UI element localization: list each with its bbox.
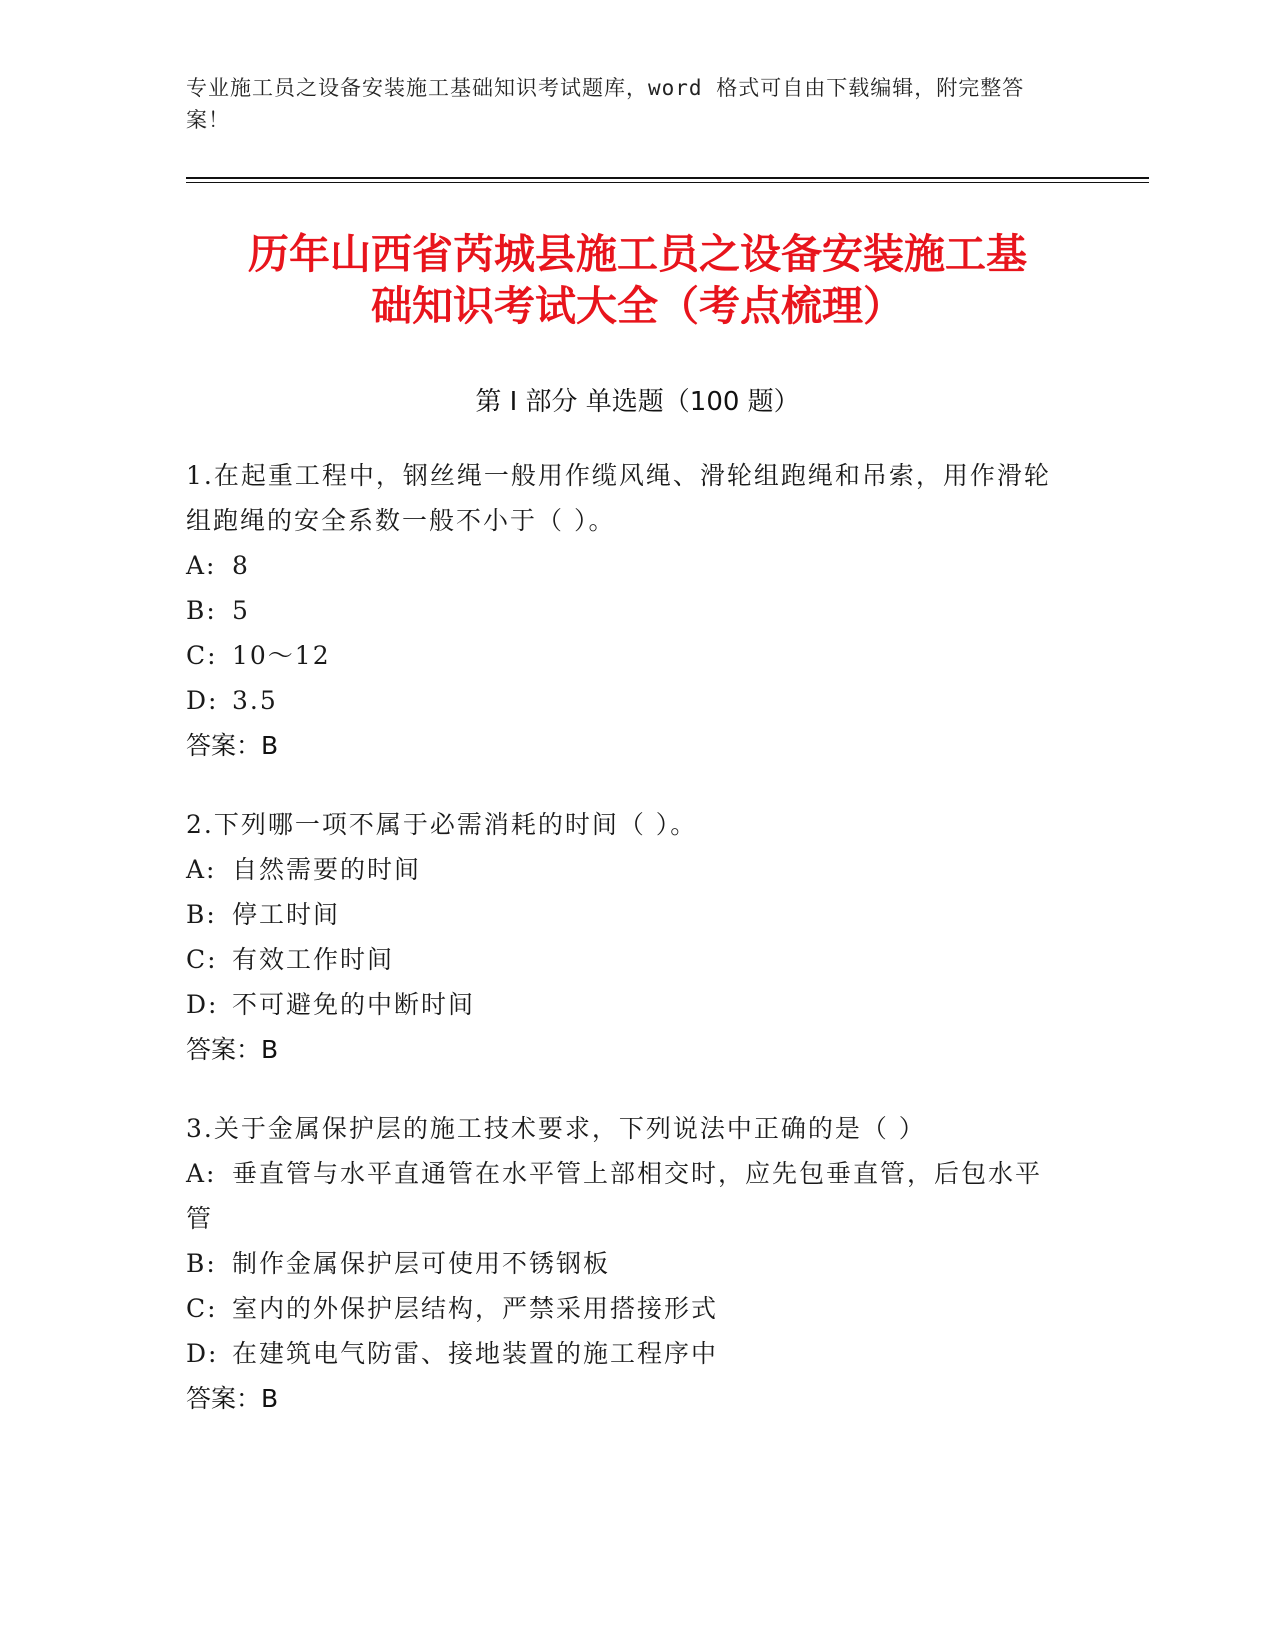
option-text: 制作金属保护层可使用不锈钢板 <box>232 1249 611 1278</box>
question-3-answer: 答案：B <box>186 1384 279 1413</box>
question-2-option-c <box>186 937 1066 982</box>
option-text: 3.5 <box>232 686 278 715</box>
option-text: 10～12 <box>232 641 331 670</box>
option-letter: D: <box>186 1339 219 1368</box>
question-3 <box>186 1106 1066 1421</box>
question-1-answer: 答案：B <box>186 731 279 760</box>
option-letter: A: <box>186 551 217 580</box>
header-divider-thick <box>186 177 1149 179</box>
question-1-option-a <box>186 543 1066 588</box>
question-3-option-d <box>186 1331 1066 1376</box>
question-2-option-b <box>186 892 1066 937</box>
option-letter: A: <box>186 855 217 884</box>
question-1-stem: 1.在起重工程中，钢丝绳一般用作缆风绳、滑轮组跑绳和吊索，用作滑轮组跑绳的安全系数一般不小于（ ）。 <box>186 461 1051 535</box>
question-3-stem: 3.关于金属保护层的施工技术要求，下列说法中正确的是（ ） <box>186 1114 926 1143</box>
question-3-option-a <box>186 1151 1066 1241</box>
option-text: 停工时间 <box>232 900 341 929</box>
option-text: 不可避免的中断时间 <box>232 990 476 1019</box>
section-heading: 第 I 部分 单选题（100 题） <box>475 387 800 417</box>
option-letter: B: <box>186 1249 217 1278</box>
document-title <box>186 228 1089 332</box>
question-3-option-c <box>186 1286 1066 1331</box>
question-3-option-b <box>186 1241 1066 1286</box>
header-note: 专业施工员之设备安装施工基础知识考试题库，word 格式可自由下载编辑，附完整答案！ <box>186 76 1025 132</box>
option-letter: C: <box>186 641 218 670</box>
option-text: 垂直管与水平直通管在水平管上部相交时，应先包垂直管，后包水平管 <box>186 1159 1043 1233</box>
document-title-line-1: 历年山西省芮城县施工员之设备安装施工基 <box>248 230 1027 278</box>
option-letter: A: <box>186 1159 217 1188</box>
option-letter: D: <box>186 990 219 1019</box>
header-divider-thin <box>186 182 1149 183</box>
question-2-answer: 答案：B <box>186 1035 279 1064</box>
option-text: 在建筑电气防雷、接地装置的施工程序中 <box>232 1339 719 1368</box>
option-text: 有效工作时间 <box>232 945 395 974</box>
question-1-option-b <box>186 588 1066 633</box>
document-title-line-2: 础知识考试大全（考点梳理） <box>371 282 904 330</box>
option-letter: C: <box>186 1294 218 1323</box>
option-letter: B: <box>186 596 217 625</box>
option-text: 8 <box>232 551 250 580</box>
option-text: 室内的外保护层结构，严禁采用搭接形式 <box>232 1294 719 1323</box>
question-1-option-c <box>186 633 1066 678</box>
question-2-option-d <box>186 982 1066 1027</box>
option-text: 5 <box>232 596 250 625</box>
question-2 <box>186 802 1066 1072</box>
option-letter: C: <box>186 945 218 974</box>
option-letter: B: <box>186 900 217 929</box>
option-text: 自然需要的时间 <box>232 855 422 884</box>
question-2-option-a <box>186 847 1066 892</box>
option-letter: D: <box>186 686 219 715</box>
question-2-stem: 2.下列哪一项不属于必需消耗的时间（ ）。 <box>186 810 698 839</box>
question-1 <box>186 453 1066 768</box>
question-1-option-d <box>186 678 1066 723</box>
